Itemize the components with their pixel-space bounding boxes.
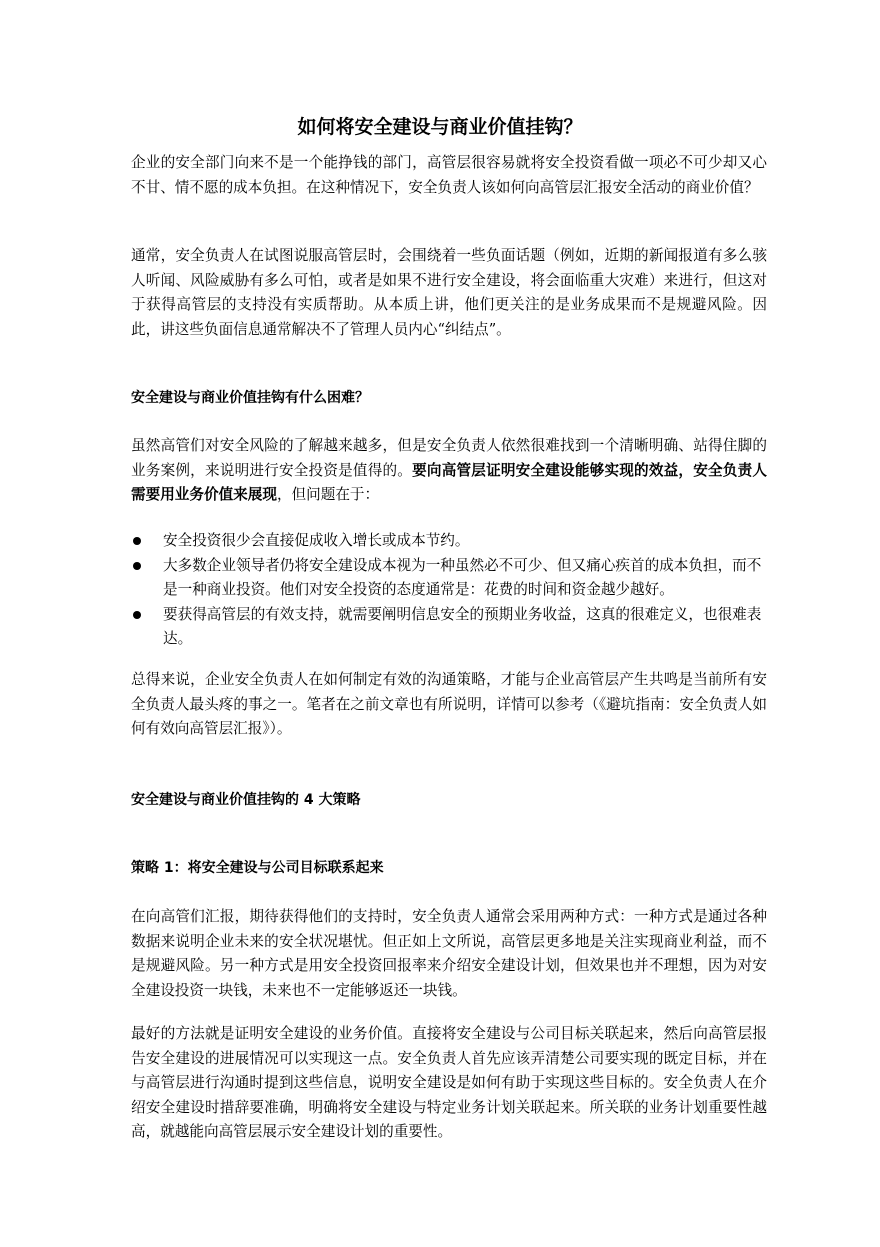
intro-paragraph-1: 企业的安全部门向来不是一个能挣钱的部门，高管层很容易就将安全投资看做一项必不可少却又心不甘、情不愿的成本负担。在这种情况下，安全负责人该如何向高管层汇报安全活动的商业价值？ bbox=[131, 154, 767, 196]
difficulties-bold-text: 要向高管层证明安全建设能够实现的效益，安全负责人需要用业务价值来展现 bbox=[131, 461, 767, 503]
strategy-1-paragraph-2: 最好的方法就是证明安全建设的业务价值。直接将安全建设与公司目标关联起来，然后向高管层报告安全建设的进展情况可以实现这一点。安全负责人首先应该弄清楚公司要实现的既定目标，并在与高管层进行沟通时提到这些信息，说明安全建设是如何有助于实现这些目标的。安全负责人在介绍安全建设时措辞要准确，明确将安全建设与特定业务计划关联起来。所关联的业务计划重要性越高，就越能向高管层展示安全建设计划的重要性。 bbox=[131, 1025, 767, 1140]
difficulties-bullet-list bbox=[131, 529, 771, 652]
bullet-icon bbox=[133, 537, 141, 545]
intro-paragraph-2: 通常，安全负责人在试图说服高管层时，会围绕着一些负面话题（例如，近期的新闻报道有多么骇人听闻、风险威胁有多么可怕，或者是如果不进行安全建设，将会面临重大灾难）来进行，但这对于获得高管层的支持没有实质帮助。从本质上讲，他们更关注的是业务成果而不是规避风险。因此，讲这些负面信息通常解决不了管理人员内心“纠结点”。 bbox=[131, 247, 767, 338]
list-item bbox=[131, 554, 771, 603]
summary-paragraph: 总得来说，企业安全负责人在如何制定有效的沟通策略，才能与企业高管层产生共鸣是当前所有安全负责人最头疼的事之一。笔者在之前文章也有所说明，详情可以参考（《避坑指南：安全负责人如何有效向高管层汇报》）。 bbox=[131, 671, 767, 737]
list-item bbox=[131, 603, 771, 652]
list-item-text: 大多数企业领导者仍将安全建设成本视为一种虽然必不可少、但又痛心疾首的成本负担，而不是一种商业投资。他们对安全投资的态度通常是：花费的时间和资金越少越好。 bbox=[163, 556, 762, 598]
strategy-1-paragraph-1: 在向高管们汇报，期待获得他们的支持时，安全负责人通常会采用两种方式：一种方式是通过各种数据来说明企业未来的安全状况堪忧。但正如上文所说，高管层更多地是关注实现商业利益，而不是规避风险。另一种方式是用安全投资回报率来介绍安全建设计划，但效果也并不理想，因为对安全建设投资一块钱，未来也不一定能够返还一块钱。 bbox=[131, 908, 767, 999]
difficulties-lead-text: 虽然高管们对安全风险的了解越来越多，但是安全负责人依然很难找到一个清晰明确、站得住脚的业务案例，来说明进行安全投资是值得的。 bbox=[131, 437, 767, 479]
section-heading-strategies: 安全建设与商业价值挂钩的 4 大策略 bbox=[131, 792, 361, 808]
bullet-icon bbox=[133, 562, 141, 570]
section-heading-difficulties: 安全建设与商业价值挂钩有什么困难？ bbox=[131, 390, 369, 406]
difficulties-tail-text: ，但问题在于： bbox=[276, 486, 380, 503]
document-title: 如何将安全建设与商业价值挂钩？ bbox=[297, 116, 583, 138]
list-item-text: 安全投资很少会直接促成收入增长或成本节约。 bbox=[163, 532, 470, 549]
difficulties-paragraph bbox=[131, 434, 767, 508]
bullet-icon bbox=[133, 611, 141, 619]
strategy-1-heading: 策略 1：将安全建设与公司目标联系起来 bbox=[131, 860, 384, 876]
list-item bbox=[131, 529, 771, 554]
list-item-text: 要获得高管层的有效支持，就需要阐明信息安全的预期业务收益，这真的很难定义，也很难表达。 bbox=[163, 605, 762, 647]
